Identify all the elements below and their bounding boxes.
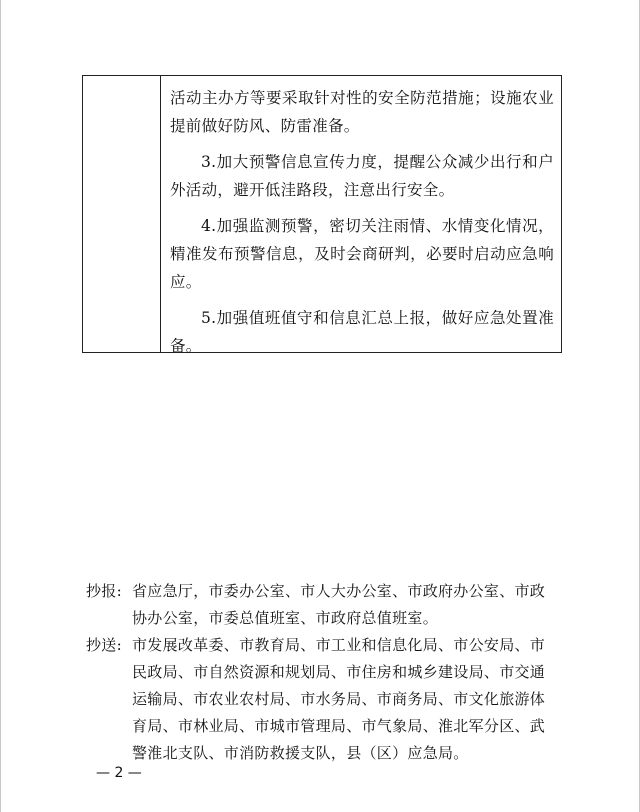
table-column-divider xyxy=(160,76,161,352)
copy-to-section xyxy=(86,632,566,762)
measure-5: 5.加强值班值守和信息汇总上报，做好应急处置准备。 xyxy=(170,309,554,355)
page-number: — 2 — xyxy=(96,765,142,781)
page-edge-left xyxy=(0,0,1,812)
table-content-cell xyxy=(170,84,554,368)
report-to-section xyxy=(86,578,566,627)
copy-to-label: 抄送: xyxy=(86,636,122,654)
report-to-recipients: 省应急厅，市委办公室、市人大办公室、市政府办公室、市政 协办公室，市委总值班室、市政府总值班室。 xyxy=(132,582,546,627)
copy-to-recipients: 市发展改革委、市教育局、市工业和信息化局、市公安局、市 民政局、市自然资源和规划局、市住房和城乡建设局、市交通 运输局、市农业农村局、市水务局、市商务局、市文化旅游体 育局、市林业局、市城市管理局、市气象局、淮北军分区、武 警淮北支队、市消防救援支队，县（区）应急局。 xyxy=(132,636,546,762)
measures-table xyxy=(82,75,562,353)
measure-3: 3.加大预警信息宣传力度，提醒公众减少出行和户外活动，避开低洼路段，注意出行安全。 xyxy=(170,153,554,199)
report-to-label: 抄报: xyxy=(86,582,122,600)
measure-continuation: 活动主办方等要采取针对性的安全防范措施；设施农业提前做好防风、防雷准备。 xyxy=(170,89,554,135)
measure-4: 4.加强监测预警，密切关注雨情、水情变化情况，精准发布预警信息，及时会商研判，必要时启动应急响应。 xyxy=(170,217,554,291)
